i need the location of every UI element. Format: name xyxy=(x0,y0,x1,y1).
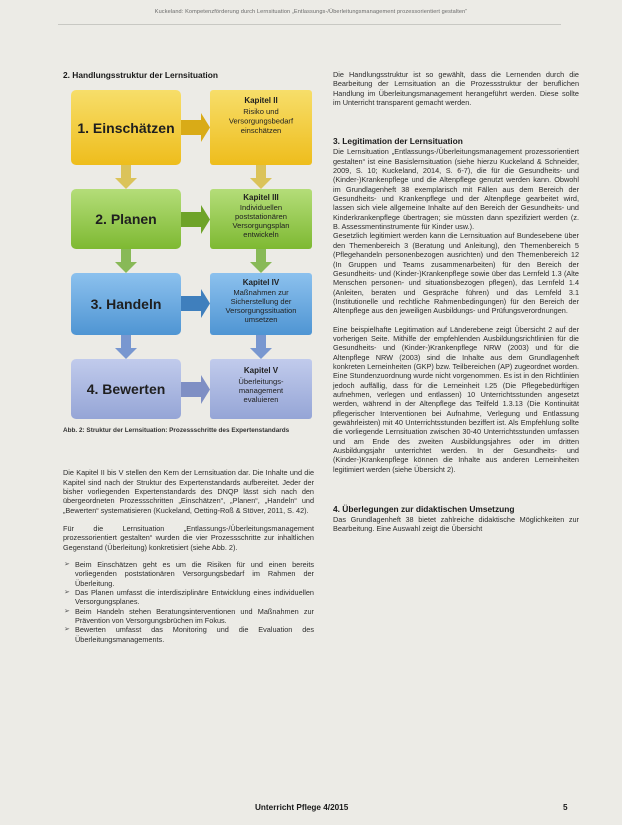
right-column xyxy=(333,70,579,534)
down-arrow-2b xyxy=(250,249,272,273)
svg-text:Maßnahmen zur: Maßnahmen zur xyxy=(233,288,289,297)
chapter-desc-2: Versorgungsbedarf xyxy=(228,116,294,126)
paragraph: Das Grundlagenheft 38 bietet zahlreiche didaktische Möglichkeiten zur Bearbeitung. Eine Auswahl zeigt die Übersicht xyxy=(333,515,579,534)
bullet-icon: ➢ xyxy=(64,607,70,615)
bullet-list xyxy=(63,560,314,644)
step-label: 2. Planen xyxy=(95,211,157,227)
paragraph: Eine beispielhafte Legitimation auf Länderebene zeigt Übersicht 2 auf der vorherigen Seite. Mithilfe der empfehlenden Ausbildungsrichtlinien für die Gesundheits- und (Kinder-)Krankenpflege NRW (2003) und für die Altenpflege NRW (2003) sind die Inhalte aus dem Grundlagenheft konkreten Lerneinheiten (GKP) bzw. Teilbereichen (AP) zugeordnet worden. Eine Stundenzuordnung wurde nicht vorgenommen. Es ist in den Richtlinien jedoch auffällig, dass für die Lerneinheit I.25 (Die Pflegebedürftigen aufnehmen, verlegen und entlassen) 10 Unterrichtsstunden angesetzt werden, während in der Altenpflege das Teilfeld 1.3.13 (Die Kontinuität pflegerischer Interventionen bei Aufnahme, Verlegung und Entlassung gewährleisten) mit 40 Unterrichtsstunden beziffert ist. Als Empfehlung sollte die vorliegende Lernsituation zwischen 30-40 Unterrichtsstunden umfassen und am Ende des zweiten Ausbildungsjahres oder im dritten Ausbildungsjahr unterrichtet werden. In der Gesundheits- und (Kinder-)Krankenpflege können die Inhalte aus anderen Lerneinheiten legitimiert werden (siehe Übersicht 2). xyxy=(333,324,579,474)
section-heading-4: 4. Überlegungen zur didaktischen Umsetzung xyxy=(333,504,515,515)
step-einschaetzen xyxy=(71,90,312,165)
svg-text:evaluieren: evaluieren xyxy=(243,395,279,404)
paragraph: Die Handlungsstruktur ist so gewählt, dass die Lernenden durch die Bearbeitung der Lernsituation an die Prozessstruktur der beruflichen Handlung im Überleitungsmanagement herangeführt werden. Diese sollte im Unterricht transparent gemacht werden. xyxy=(333,70,579,108)
paragraph: Gesetzlich legitimiert werden kann die Lernsituation auf Bundesebene über den Themenbereich 3 (Beratung und Anleitung), den Themenbereich 5 (Pflegehandeln personenbezogen ausrichten) und den Themenbereich 12 (In Gruppen und Teams zusammenarbeiten) für den Bereich der Gesundheits- und (Kinder-)Krankenpflege sowie über das Lernfeld 1.3 (Alte Menschen personen- und situationsbezogen pflegen), das Lernfeld 1.4 (Anleiten, beraten und Gespräche führen) und das Lernfeld 3.1 (Institutionelle und rechtliche Rahmenbedingungen) für den Bereich der Altenpflege aus den jeweiligen Ausbildungs- und Prüfungsverordnungen. xyxy=(333,231,579,316)
chapter-desc-3: einschätzen xyxy=(240,126,282,135)
svg-text:entwickeln: entwickeln xyxy=(243,230,279,239)
step-handeln xyxy=(71,273,312,335)
svg-text:Individuellen: Individuellen xyxy=(239,203,283,212)
down-arrow-2 xyxy=(115,249,137,273)
process-diagram xyxy=(63,90,314,422)
chapter-label: Kapitel II xyxy=(244,96,278,105)
list-item: ➢ Beim Einschätzen geht es um die Risiken für und einen bereits vorliegenden poststationären Versorgungsbedarf im Rahmen der Überleitung. xyxy=(64,559,314,588)
list-item: ➢ Das Planen umfasst die interdisziplinäre Entwicklung eines individuellen Versorgungsplanes. xyxy=(64,587,314,607)
chapter-label: Kapitel III xyxy=(243,193,279,202)
chapter-desc-1: Risiko und xyxy=(243,107,279,116)
down-arrow-3 xyxy=(115,335,137,359)
svg-text:management: management xyxy=(238,386,284,395)
svg-text:Versorgungssituation: Versorgungssituation xyxy=(225,306,297,315)
section-heading-2: 2. Handlungsstruktur der Lernsituation xyxy=(63,70,218,80)
section-heading-3: 3. Legitimation der Lernsituation xyxy=(333,136,463,147)
header-rule xyxy=(58,24,561,25)
step-planen xyxy=(71,189,312,249)
step-bewerten xyxy=(71,359,312,419)
bullet-icon: ➢ xyxy=(64,626,70,634)
paragraph: Die Kapitel II bis V stellen den Kern der Lernsituation dar. Die Inhalte und die Kapitel sind nach der Struktur des Expertenstandards aufbereitet. Jeder der bisher vorliegenden Expertenstandards des DNQP lässt sich nach den übergeordneten Prozessschritten „Einschätzen“, „Planen“, „Handeln“ und „Bewerten“ systematisieren (Kuckeland, Oetting-Roß & Stöver, 2011, S. 42). xyxy=(63,468,314,515)
svg-text:poststationären: poststationären xyxy=(235,212,287,221)
svg-text:Überleitungs-: Überleitungs- xyxy=(238,377,284,386)
step-label: 3. Handeln xyxy=(90,296,162,312)
left-column xyxy=(63,70,314,644)
chapter-label: Kapitel V xyxy=(243,366,279,375)
chapter-label: Kapitel IV xyxy=(242,278,280,287)
step-label: 1. Einschätzen xyxy=(77,120,175,136)
svg-text:Sicherstellung der: Sicherstellung der xyxy=(230,297,292,306)
bullet-icon: ➢ xyxy=(64,560,70,568)
margin-mark xyxy=(0,296,6,316)
bullet-icon: ➢ xyxy=(64,588,70,596)
paragraph: Die Lernsituation „Entlassungs-/Überleitungsmanagement prozessorientiert gestalten“ ist eine Basislernsituation (siehe hierzu Kuckeland & Schneider, 2009, S. 10; Kuckeland, 2014, S. 6-7), die für die Gesundheits- und (Kinder-)Krankenpflege und die Altenpflege genutzt werden kann. Obwohl im Grundlagenheft 38 exemplarisch mit Fällen aus dem Bereich der Gesundheits- und Krankenpflege und der Altenpflege gearbeitet wird, lassen sich viele allgemeine Inhalte auf den Bereich der Gesundheits- und Kinderkrankenpflege übertragen; sie müssten dann spezifiziert werden (z. B. Assessmentinstrumente für Kinder usw.). xyxy=(333,147,579,232)
figure-caption: Abb. 2: Struktur der Lernsituation: Prozessschritte des Expertenstandards xyxy=(63,427,290,434)
paragraph: Für die Lernsituation „Entlassungs-/Überleitungsmanagement prozessorientiert gestalten“ wurden die vier Prozessschritte zur inhaltlichen Gegenstand (Überleitung) konkretisiert (siehe Abb. 2). xyxy=(63,523,314,552)
down-arrow-3b xyxy=(250,335,272,359)
list-item: ➢ Bewerten umfasst das Monitoring und die Evaluation des Überleitungsmanagements. xyxy=(64,625,314,644)
list-item: ➢ Beim Handeln stehen Beratungsinterventionen und Maßnahmen zur Prävention von Versorgungsbrüchen im Fokus. xyxy=(64,606,314,626)
step-label: 4. Bewerten xyxy=(86,381,166,397)
down-arrow-1 xyxy=(115,165,137,189)
page-number: 5 xyxy=(563,803,568,812)
svg-text:umsetzen: umsetzen xyxy=(244,315,278,324)
running-head: Kuckeland: Kompetenzförderung durch Lernsituation „Entlassungs-/Überleitungsmanagement prozessorientiert gestalten“ xyxy=(154,9,468,15)
publication-title: Unterricht Pflege 4/2015 xyxy=(255,803,349,812)
down-arrow-1b xyxy=(250,165,272,189)
svg-text:Versorgungsplan: Versorgungsplan xyxy=(232,221,290,230)
